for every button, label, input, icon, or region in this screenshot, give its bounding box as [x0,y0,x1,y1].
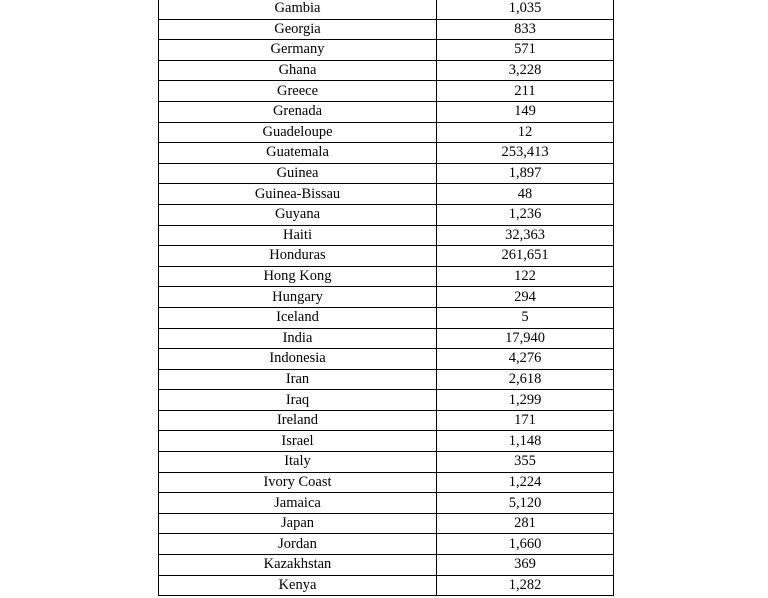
country-cell: Kazakhstan [159,555,437,576]
table-row [159,410,614,431]
value-cell: 1,660 [437,534,614,555]
table-body [159,0,614,596]
value-cell: 1,282 [437,575,614,596]
value-cell: 211 [437,81,614,102]
value-cell: 17,940 [437,328,614,349]
country-cell: Iceland [159,307,437,328]
value-cell: 12 [437,122,614,143]
country-cell: Ivory Coast [159,472,437,493]
table-row [159,60,614,81]
country-cell: Guinea [159,163,437,184]
table-row [159,555,614,576]
table-row [159,369,614,390]
value-cell: 294 [437,287,614,308]
value-cell: 1,897 [437,163,614,184]
country-cell: India [159,328,437,349]
country-cell: Japan [159,513,437,534]
country-cell: Gambia [159,0,437,19]
value-cell: 4,276 [437,349,614,370]
value-cell: 571 [437,40,614,61]
table-row [159,287,614,308]
country-cell: Grenada [159,101,437,122]
value-cell: 833 [437,19,614,40]
table-row [159,307,614,328]
country-cell: Germany [159,40,437,61]
value-cell: 5,120 [437,493,614,514]
country-cell: Ghana [159,60,437,81]
table-row [159,246,614,267]
value-cell: 1,224 [437,472,614,493]
value-cell: 369 [437,555,614,576]
country-cell: Greece [159,81,437,102]
value-cell: 1,299 [437,390,614,411]
table-row [159,19,614,40]
value-cell: 3,228 [437,60,614,81]
value-cell: 261,651 [437,246,614,267]
country-cell: Guinea-Bissau [159,184,437,205]
country-cell: Ireland [159,410,437,431]
table-row [159,513,614,534]
table-row [159,472,614,493]
table-row [159,266,614,287]
country-cell: Haiti [159,225,437,246]
country-cell: Guatemala [159,143,437,164]
country-cell: Georgia [159,19,437,40]
country-cell: Iraq [159,390,437,411]
value-cell: 5 [437,307,614,328]
table-row [159,81,614,102]
value-cell: 1,148 [437,431,614,452]
value-cell: 1,236 [437,204,614,225]
table-row [159,122,614,143]
table-row [159,143,614,164]
value-cell: 1,035 [437,0,614,19]
country-count-table [158,0,614,596]
table-row [159,493,614,514]
table-row [159,452,614,473]
value-cell: 253,413 [437,143,614,164]
country-cell: Hungary [159,287,437,308]
country-cell: Israel [159,431,437,452]
country-cell: Kenya [159,575,437,596]
value-cell: 355 [437,452,614,473]
table-row [159,534,614,555]
table-row [159,390,614,411]
country-cell: Iran [159,369,437,390]
value-cell: 2,618 [437,369,614,390]
country-cell: Honduras [159,246,437,267]
table-row [159,204,614,225]
country-cell: Jordan [159,534,437,555]
country-cell: Guyana [159,204,437,225]
value-cell: 32,363 [437,225,614,246]
table-row [159,0,614,19]
table-row [159,431,614,452]
table-row [159,575,614,596]
table-row [159,101,614,122]
value-cell: 149 [437,101,614,122]
value-cell: 281 [437,513,614,534]
country-cell: Italy [159,452,437,473]
country-cell: Jamaica [159,493,437,514]
value-cell: 171 [437,410,614,431]
table-row [159,163,614,184]
table-row [159,184,614,205]
country-cell: Indonesia [159,349,437,370]
country-cell: Guadeloupe [159,122,437,143]
table-row [159,225,614,246]
table-row [159,40,614,61]
table-row [159,349,614,370]
value-cell: 122 [437,266,614,287]
table-row [159,328,614,349]
country-cell: Hong Kong [159,266,437,287]
value-cell: 48 [437,184,614,205]
